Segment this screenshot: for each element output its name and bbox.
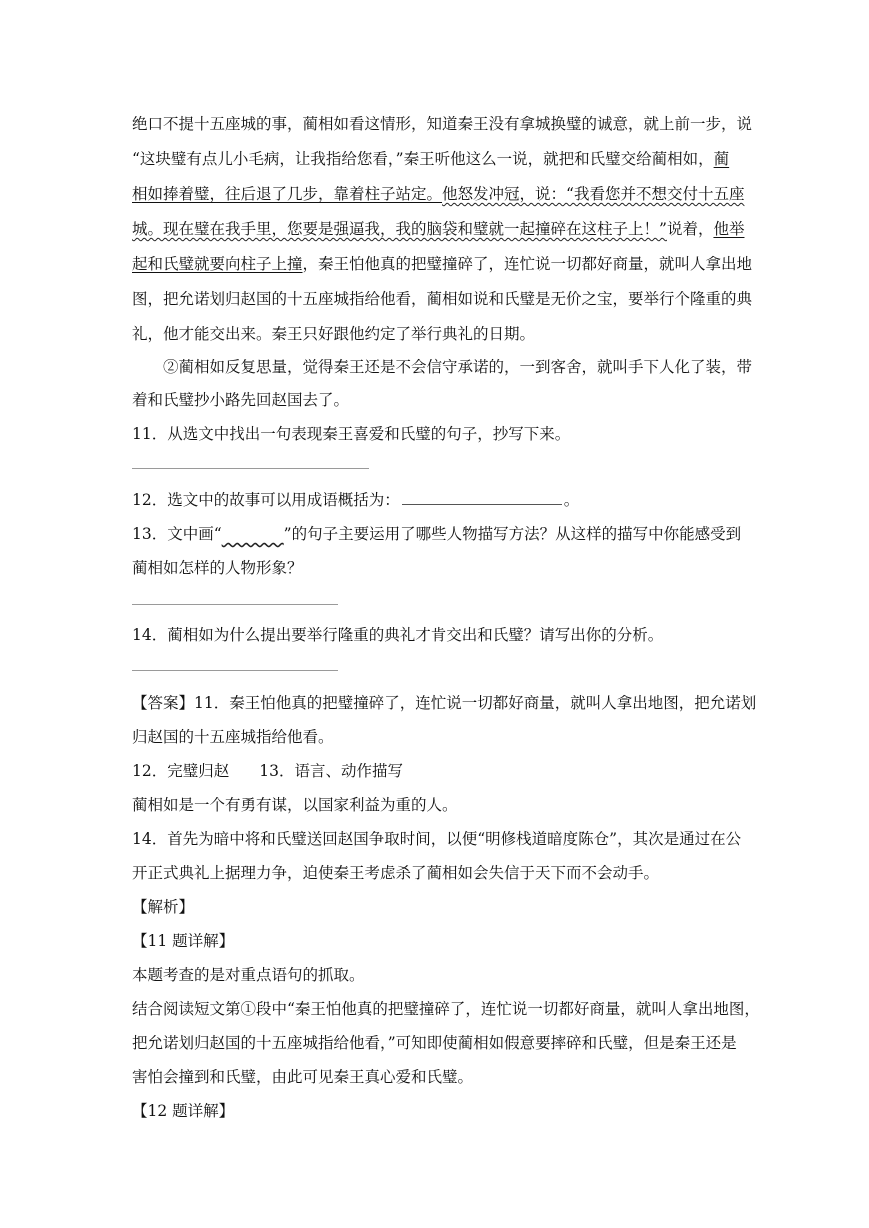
section-heading: 【11 题详解】 bbox=[132, 932, 235, 950]
passage-line bbox=[132, 184, 745, 204]
answer-blank-inline[interactable] bbox=[402, 490, 562, 505]
question-text: ”的句子主要运用了哪些人物描写方法？从这样的描写中你能感受到 bbox=[283, 525, 742, 543]
question-text: 14．蔺相如为什么提出要举行隆重的典礼才肯交出和氏璧？请写出你的分析。 bbox=[132, 626, 664, 644]
answer-text: 开正式典礼上据理力争，迫使秦王考虑杀了蔺相如会失信于天下而不会动手。 bbox=[132, 864, 660, 882]
answer-13-cont bbox=[132, 795, 742, 815]
analysis-11-header bbox=[132, 931, 742, 951]
answer-12-13 bbox=[132, 761, 742, 781]
analysis-text: 把允诺划归赵国的十五座城指给他看，”可知即使蔺相如假意要摔碎和氏璧，但是秦王还是 bbox=[132, 1034, 737, 1052]
passage-line bbox=[132, 289, 753, 309]
question-text: 。 bbox=[563, 491, 580, 509]
question-13 bbox=[132, 524, 742, 544]
passage-line bbox=[132, 219, 745, 239]
passage-text: 绝口不提十五座城的事，蔺相如看这情形，知道秦王没有拿城换璧的诚意，就上前一步，说 bbox=[132, 115, 753, 133]
passage-line bbox=[132, 390, 742, 410]
section-heading: 【12 题详解】 bbox=[132, 1102, 235, 1120]
passage-text: 礼，他才能交出来。秦王只好跟他约定了举行典礼的日期。 bbox=[132, 325, 536, 343]
answer-14 bbox=[132, 829, 742, 849]
answer-text: 【答案】11．秦王怕他真的把璧撞碎了，连忙说一切都好商量，就叫人拿出地图，把允诺划 bbox=[132, 694, 757, 712]
passage-text: 图，把允诺划归赵国的十五座城指给他看，蔺相如说和氏璧是无价之宝，要举行个隆重的典 bbox=[132, 290, 753, 308]
answer-blank-line[interactable] bbox=[132, 670, 338, 671]
passage-text: ②蔺相如反复思量，觉得秦王还是不会信守承诺的，一到客舍，就叫手下人化了装，带 bbox=[163, 358, 753, 376]
passage-line bbox=[132, 324, 742, 344]
analysis-header bbox=[132, 897, 742, 917]
question-text: 11．从选文中找出一句表现秦王喜爱和氏璧的句子，抄写下来。 bbox=[132, 425, 571, 443]
analysis-line bbox=[132, 965, 742, 985]
answer-text: 14．首先为暗中将和氏璧送回赵国争取时间，以便“明修栈道暗度陈仓”，其次是通过在公 bbox=[132, 830, 742, 848]
analysis-text: 结合阅读短文第①段中“秦王怕他真的把璧撞碎了，连忙说一切都好商量，就叫人拿出地图， bbox=[132, 1000, 760, 1018]
passage-text: 着和氏璧抄小路先回赵国去了。 bbox=[132, 391, 350, 409]
passage-line bbox=[132, 254, 753, 274]
answer-text: 蔺相如是一个有勇有谋，以国家利益为重的人。 bbox=[132, 796, 458, 814]
question-11 bbox=[132, 424, 742, 444]
question-13-cont bbox=[132, 558, 742, 578]
underlined-text: 相如捧着璧，往后退了几步，靠着柱子站定。 bbox=[132, 185, 443, 203]
passage-line bbox=[132, 114, 753, 134]
answer-text: 归赵国的十五座城指给他看。 bbox=[132, 728, 334, 746]
answer-text: 13．语言、动作描写 bbox=[259, 762, 403, 780]
answer-14-cont bbox=[132, 863, 742, 883]
passage-text: “这块璧有点儿小毛病，让我指给您看，”秦王听他这么一说，就把和氏璧交给蔺相如， bbox=[132, 150, 714, 168]
analysis-12-header bbox=[132, 1101, 742, 1121]
analysis-line bbox=[132, 1067, 742, 1087]
question-text: 蔺相如怎样的人物形象？ bbox=[132, 559, 303, 577]
question-12 bbox=[132, 490, 742, 510]
question-14 bbox=[132, 625, 742, 645]
wavy-underlined-text: 城。现在璧在我手里，您要是强逼我，我的脑袋和璧就一起撞碎在这柱子上！” bbox=[132, 220, 667, 238]
answer-blank-line[interactable] bbox=[132, 604, 338, 605]
wavy-line-sample bbox=[222, 524, 284, 538]
analysis-line bbox=[132, 1033, 742, 1053]
passage-line bbox=[163, 357, 773, 377]
answer-11 bbox=[132, 693, 757, 713]
passage-text: 说着， bbox=[666, 220, 714, 238]
answer-text: 12．完璧归赵 bbox=[132, 762, 230, 780]
passage-line bbox=[132, 149, 742, 169]
analysis-text: 本题考查的是对重点语句的抓取。 bbox=[132, 966, 365, 984]
analysis-text: 害怕会撞到和氏璧，由此可见秦王真心爱和氏璧。 bbox=[132, 1068, 474, 1086]
underlined-text: 起和氏璧就要向柱子上撞 bbox=[132, 255, 303, 273]
question-text: 13．文中画“ bbox=[132, 525, 222, 543]
question-text: 12．选文中的故事可以用成语概括为： bbox=[132, 491, 400, 509]
answer-blank-line[interactable] bbox=[132, 468, 369, 469]
analysis-line bbox=[132, 999, 760, 1019]
answer-11-cont bbox=[132, 727, 742, 747]
underlined-text: 他举 bbox=[713, 220, 745, 238]
passage-text: ，秦王怕他真的把璧撞碎了，连忙说一切都好商量，就叫人拿出地 bbox=[302, 255, 753, 273]
underlined-text: 蔺 bbox=[713, 150, 730, 168]
section-heading: 【解析】 bbox=[132, 898, 195, 916]
wavy-underlined-text: 他怒发冲冠，说：“我看您并不想交付十五座 bbox=[442, 185, 745, 203]
